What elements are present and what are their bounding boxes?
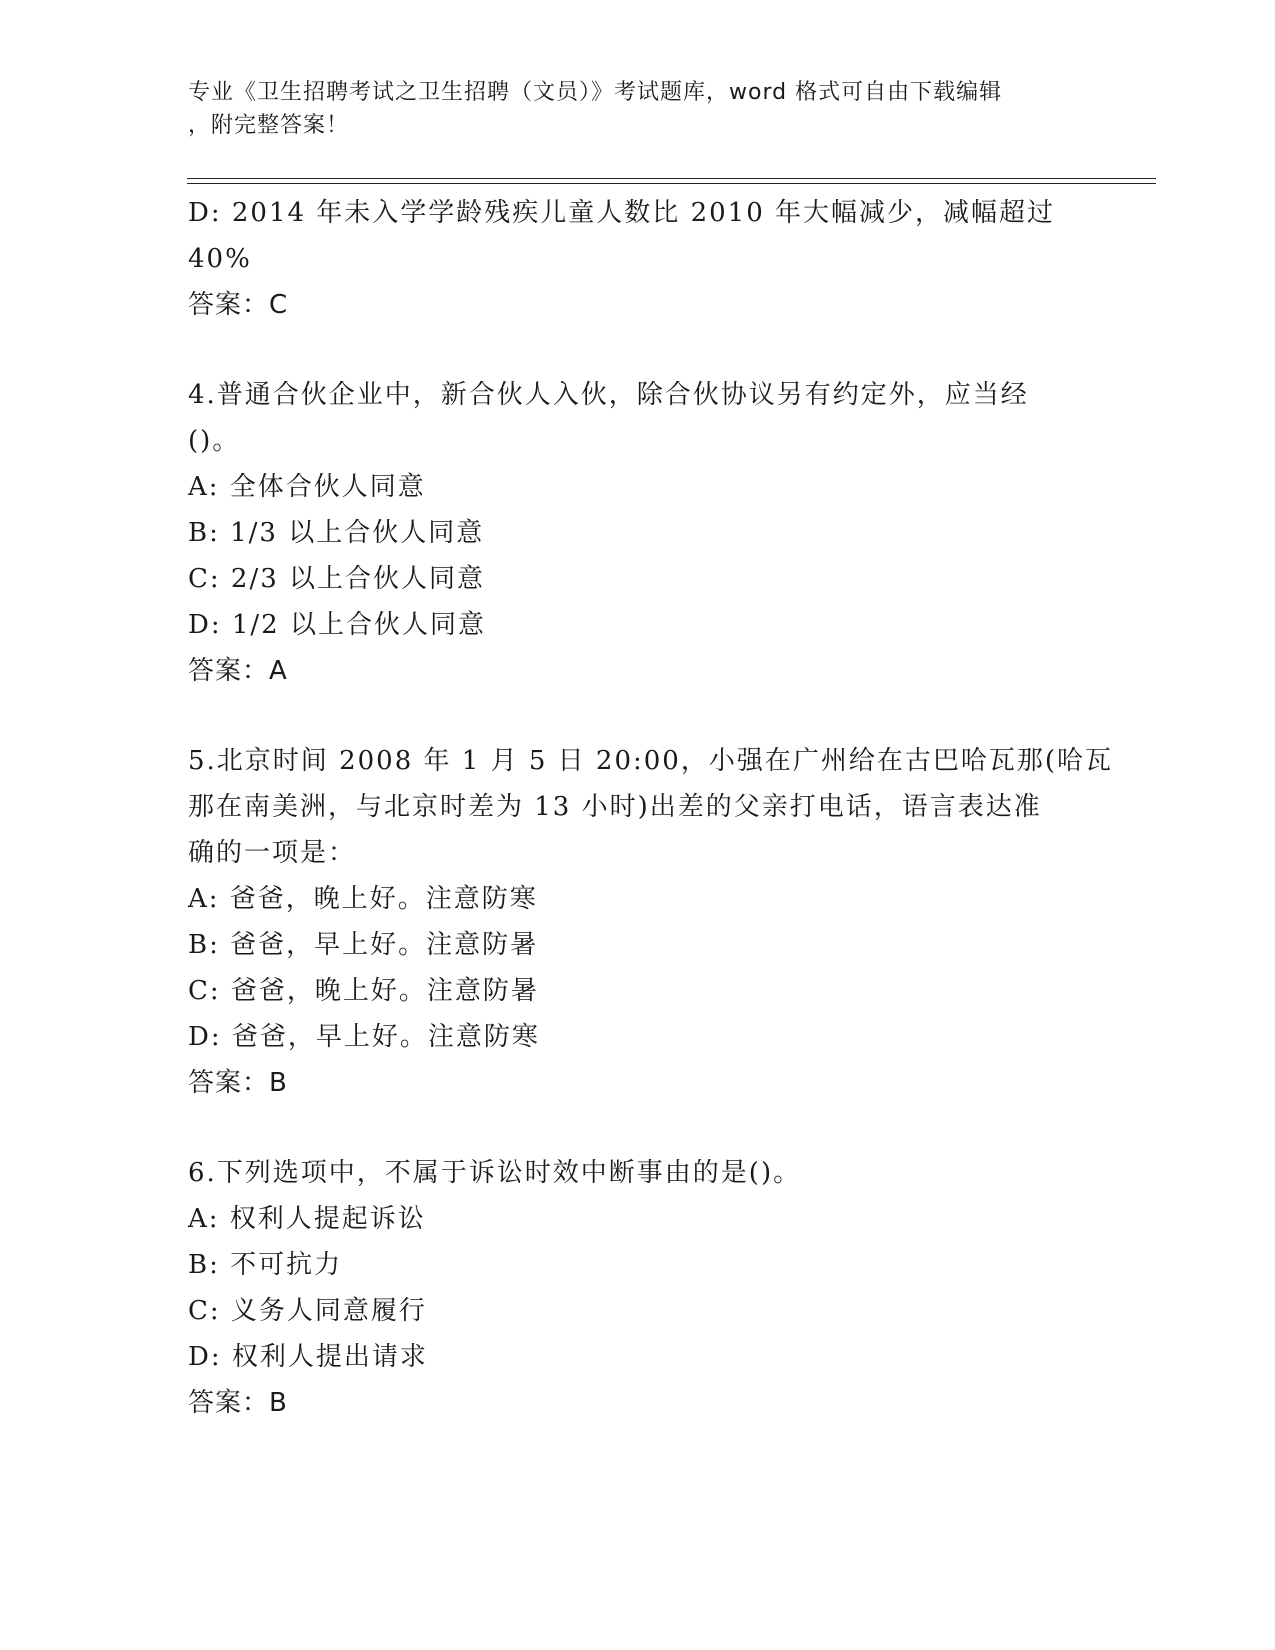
option-c: C: 义务人同意履行 <box>188 1296 427 1326</box>
question-5 <box>188 738 1113 1106</box>
answer: 答案：B <box>188 1068 288 1098</box>
header-line-1: 专业《卫生招聘考试之卫生招聘（文员）》考试题库，word 格式可自由下载编辑 <box>188 80 1003 105</box>
option-b: B: 1/3 以上合伙人同意 <box>188 518 485 548</box>
option-a: A: 爸爸，晚上好。注意防寒 <box>188 884 538 914</box>
option-c: C: 爸爸，晚上好。注意防暑 <box>188 976 539 1006</box>
option-a: A: 全体合伙人同意 <box>188 472 426 502</box>
question-6 <box>188 1150 1088 1426</box>
option-d: D: 1/2 以上合伙人同意 <box>188 610 486 640</box>
answer: 答案：A <box>188 656 288 686</box>
document-header <box>188 76 1068 142</box>
option-d-continued: 40% <box>188 244 252 274</box>
question-stem-continued: ()。 <box>188 426 241 456</box>
question-stem: 6.下列选项中，不属于诉讼时效中断事由的是()。 <box>188 1158 802 1188</box>
answer: 答案：B <box>188 1388 288 1418</box>
question-stem-continued: 那在南美洲，与北京时差为 13 小时)出差的父亲打电话，语言表达准 <box>188 792 1042 822</box>
question-stem-continued: 确的一项是： <box>188 838 357 868</box>
question-list <box>188 190 1113 1426</box>
option-a: A: 权利人提起诉讼 <box>188 1204 426 1234</box>
option-b: B: 爸爸，早上好。注意防暑 <box>188 930 539 960</box>
header-rule-bottom <box>187 183 1156 184</box>
question-3-tail <box>188 190 1088 328</box>
option-d: D: 2014 年未入学学龄残疾儿童人数比 2010 年大幅减少，减幅超过 <box>188 198 1056 228</box>
header-line-2: ，附完整答案！ <box>188 113 350 138</box>
question-stem: 5.北京时间 2008 年 1 月 5 日 20:00，小强在广州给在古巴哈瓦那(哈瓦 <box>188 746 1113 776</box>
option-b: B: 不可抗力 <box>188 1250 343 1280</box>
question-stem: 4.普通合伙企业中，新合伙人入伙，除合伙协议另有约定外，应当经 <box>188 380 1029 410</box>
option-d: D: 爸爸，早上好。注意防寒 <box>188 1022 540 1052</box>
header-rule-top <box>187 178 1156 179</box>
question-4 <box>188 372 1088 694</box>
answer: 答案：C <box>188 290 289 320</box>
option-d: D: 权利人提出请求 <box>188 1342 428 1372</box>
option-c: C: 2/3 以上合伙人同意 <box>188 564 486 594</box>
